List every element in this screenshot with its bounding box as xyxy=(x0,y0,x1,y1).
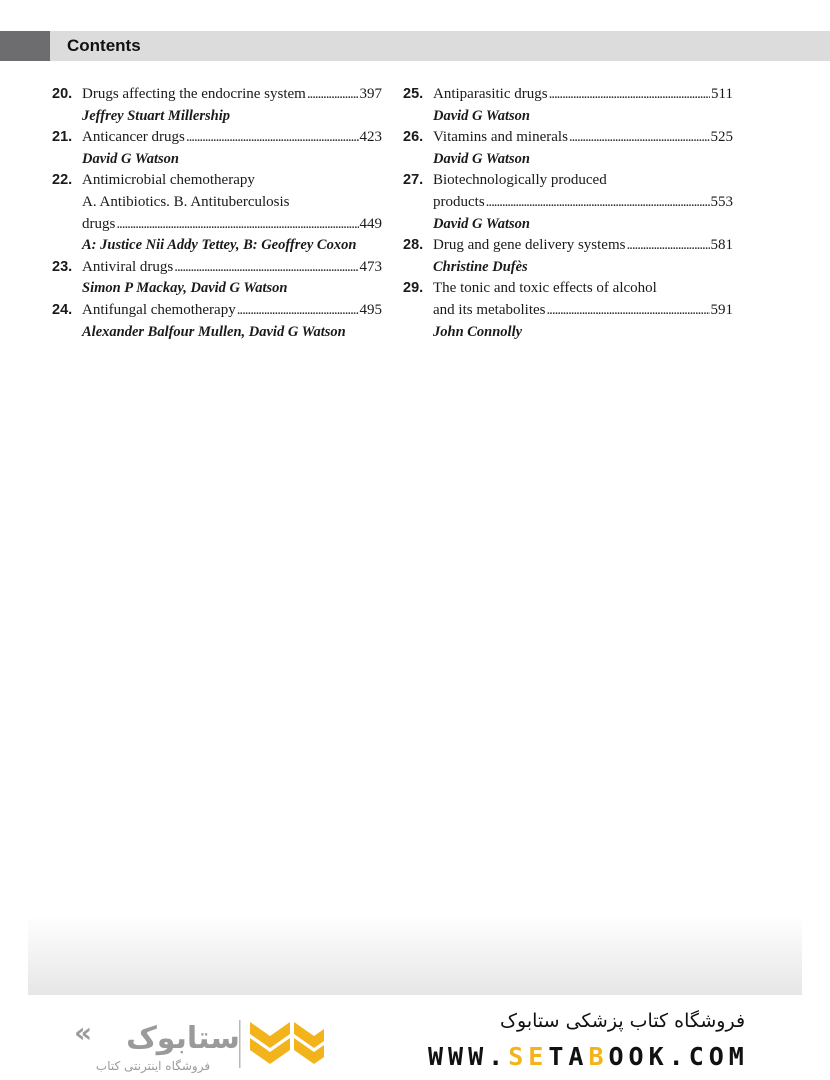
toc-entry[interactable] xyxy=(52,127,382,170)
chapter-title: Antiparasitic drugs xyxy=(433,86,548,102)
chapter-title-line xyxy=(433,235,733,257)
chapter-author: David G Watson xyxy=(433,150,530,167)
chapter-number: 26. xyxy=(403,129,424,146)
page-bottom-shadow xyxy=(28,915,802,995)
shop-name: فروشگاه کتاب پزشکی ستابوک xyxy=(500,1010,746,1032)
toc-entry[interactable] xyxy=(52,257,382,300)
chapter-title: drugs xyxy=(82,215,116,232)
chapter-title: Biotechnologically produced xyxy=(433,172,607,189)
logo-arrows-icon: « xyxy=(74,1016,93,1049)
chapter-author: A: Justice Nii Addy Tettey, B: Geoffrey Coxon xyxy=(82,237,357,254)
chapter-number: 22. xyxy=(52,172,73,189)
url-highlight-1: SE xyxy=(508,1042,549,1071)
page-title: Contents xyxy=(67,36,141,55)
toc-right-column xyxy=(403,84,733,343)
chapter-title: and its metabolites xyxy=(433,301,546,318)
toc-entry[interactable] xyxy=(52,300,382,343)
leader-dots xyxy=(174,257,358,279)
leader-dots xyxy=(307,84,359,106)
page-number: 495 xyxy=(359,301,382,318)
page-number: 449 xyxy=(359,215,382,232)
chapter-title-line xyxy=(433,127,733,149)
chapter-title-line xyxy=(433,300,733,322)
page-number: 591 xyxy=(710,301,733,318)
chapter-title: Vitamins and minerals xyxy=(433,129,568,146)
chapter-title: A. Antibiotics. B. Antituberculosis xyxy=(82,193,290,210)
page-number: 511 xyxy=(711,86,733,102)
leader-dots xyxy=(186,127,359,149)
chevron-logo-icon xyxy=(250,1022,324,1064)
chapter-number: 21. xyxy=(52,129,73,146)
chapter-title-line xyxy=(82,127,382,149)
logo-tagline: فروشگاه اینترنتی کتاب xyxy=(95,1059,211,1073)
leader-dots xyxy=(486,192,710,214)
toc-entry[interactable] xyxy=(52,84,382,127)
page-number: 423 xyxy=(359,129,382,146)
url-highlight-2: B xyxy=(588,1042,609,1071)
chapter-title-line xyxy=(82,257,382,279)
chapter-author: John Connolly xyxy=(433,323,523,340)
chapter-author: Christine Dufès xyxy=(433,258,528,275)
chapter-title-line xyxy=(433,192,733,214)
chapter-title: Antiviral drugs xyxy=(82,258,174,275)
toc-entry[interactable] xyxy=(403,235,733,278)
leader-dots xyxy=(626,235,709,257)
chapter-title: Anticancer drugs xyxy=(82,129,185,146)
leader-dots xyxy=(237,300,359,322)
page-number: 397 xyxy=(359,86,382,102)
toc-entry[interactable] xyxy=(403,170,733,235)
chapter-title-line xyxy=(433,84,733,106)
url-prefix: WWW. xyxy=(428,1042,509,1071)
header-tab-marker xyxy=(0,31,50,61)
toc-entry[interactable] xyxy=(403,127,733,170)
url-middle: TA xyxy=(548,1042,589,1071)
chapter-number: 20. xyxy=(52,86,73,102)
logo-wordmark: ستابوک xyxy=(126,1021,240,1056)
chapter-number: 29. xyxy=(403,280,424,297)
chapter-author: David G Watson xyxy=(82,150,179,167)
page-number: 553 xyxy=(710,193,733,210)
leader-dots xyxy=(549,84,710,106)
chapter-number: 24. xyxy=(52,301,73,318)
page-number: 473 xyxy=(359,258,382,275)
leader-dots xyxy=(546,300,709,322)
chapter-title-line xyxy=(433,170,733,192)
url-suffix: OOK.COM xyxy=(608,1042,749,1071)
chapter-author: Jeffrey Stuart Millership xyxy=(82,107,230,124)
toc-left-column xyxy=(52,84,382,343)
chapter-author: David G Watson xyxy=(433,107,530,124)
chapter-title: products xyxy=(433,193,485,210)
chapter-title-line xyxy=(82,300,382,322)
toc-entry[interactable] xyxy=(403,84,733,127)
chapter-number: 28. xyxy=(403,237,424,254)
setabook-logo xyxy=(58,1012,328,1076)
leader-dots xyxy=(569,127,710,149)
chapter-number: 27. xyxy=(403,172,424,189)
toc-entry[interactable] xyxy=(403,278,733,343)
chapter-title-line xyxy=(82,84,382,106)
leader-dots xyxy=(116,214,358,236)
chapter-title-line xyxy=(82,192,382,214)
chapter-author: Simon P Mackay, David G Watson xyxy=(82,280,288,297)
chapter-title: Antimicrobial chemotherapy xyxy=(82,172,255,189)
chapter-title: Drugs affecting the endocrine system xyxy=(82,86,306,102)
toc-entry[interactable] xyxy=(52,170,382,256)
chapter-title: Drug and gene delivery systems xyxy=(433,237,626,254)
chapter-title: Antifungal chemotherapy xyxy=(82,301,236,318)
site-url[interactable] xyxy=(428,1042,749,1071)
chapter-title-line xyxy=(82,170,382,192)
chapter-author: David G Watson xyxy=(433,215,530,232)
chapter-number: 25. xyxy=(403,86,424,102)
chapter-title-line xyxy=(82,214,382,236)
page-number: 525 xyxy=(710,129,733,146)
chapter-title: The tonic and toxic effects of alcohol xyxy=(433,280,657,297)
page-number: 581 xyxy=(710,237,733,254)
chapter-number: 23. xyxy=(52,258,73,275)
chapter-title-line xyxy=(433,278,733,300)
chapter-author: Alexander Balfour Mullen, David G Watson xyxy=(82,323,346,340)
